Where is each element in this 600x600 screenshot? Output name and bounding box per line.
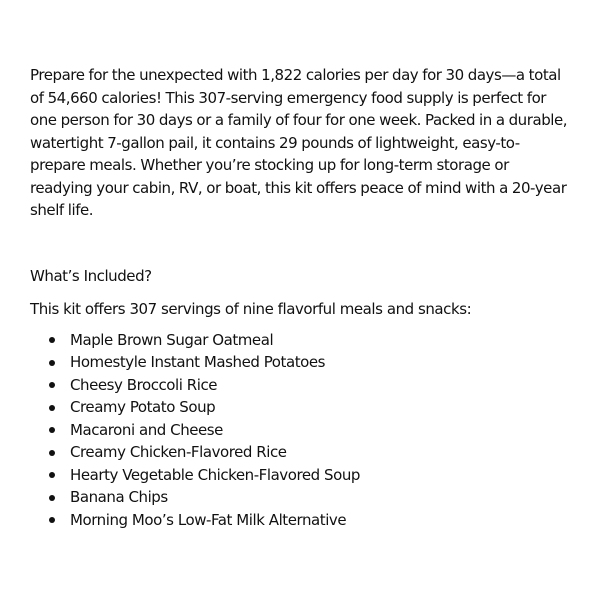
- kit-summary: This kit offers 307 servings of nine flavorful meals and snacks:: [30, 300, 472, 318]
- bullet-icon: [49, 405, 55, 411]
- bullet-icon: [49, 360, 55, 366]
- list-item-label: Homestyle Instant Mashed Potatoes: [70, 353, 325, 371]
- bullet-icon: [49, 517, 55, 523]
- list-item-label: Creamy Potato Soup: [70, 398, 216, 416]
- list-item-label: Macaroni and Cheese: [70, 420, 223, 439]
- bullet-icon: [49, 495, 55, 501]
- list-item: [30, 486, 570, 509]
- list-item-label: Cheesy Broccoli Rice: [70, 375, 218, 394]
- bullet-icon: [49, 382, 55, 388]
- list-item: [30, 374, 570, 397]
- list-item: [30, 396, 570, 419]
- list-item: [30, 464, 570, 487]
- list-item: [30, 419, 570, 442]
- whats-included-heading: What’s Included?: [30, 266, 152, 285]
- bullet-icon: [49, 450, 55, 456]
- list-item-label: Maple Brown Sugar Oatmeal: [70, 330, 274, 349]
- intro-paragraph: Prepare for the unexpected with 1,822 calories per day for 30 days—a total of 54,660 calories! This 307-serving emergency food supply is perfect for one person for 30 days or a family of four for one week. Packed in a durable, watertight 7-gallon pail, it contains 29 pounds of lightweight, easy-to-prepare meals. Whether you’re stocking up for long-term storage or readying your cabin, RV, or boat, this kit offers peace of mind with a 20-year shelf life.: [30, 66, 568, 219]
- bullet-icon: [49, 337, 55, 343]
- list-item: [30, 509, 570, 532]
- bullet-icon: [49, 427, 55, 433]
- list-item-label: Morning Moo’s Low-Fat Milk Alternative: [70, 510, 347, 529]
- list-item-label: Creamy Chicken-Flavored Rice: [70, 443, 287, 461]
- meal-list: [30, 329, 570, 532]
- bullet-icon: [49, 472, 55, 478]
- list-item-label: Hearty Vegetable Chicken-Flavored Soup: [70, 465, 360, 484]
- list-item: [30, 441, 570, 464]
- product-description: [30, 64, 570, 531]
- list-item: [30, 329, 570, 352]
- list-item-label: Banana Chips: [70, 488, 168, 506]
- list-item: [30, 351, 570, 374]
